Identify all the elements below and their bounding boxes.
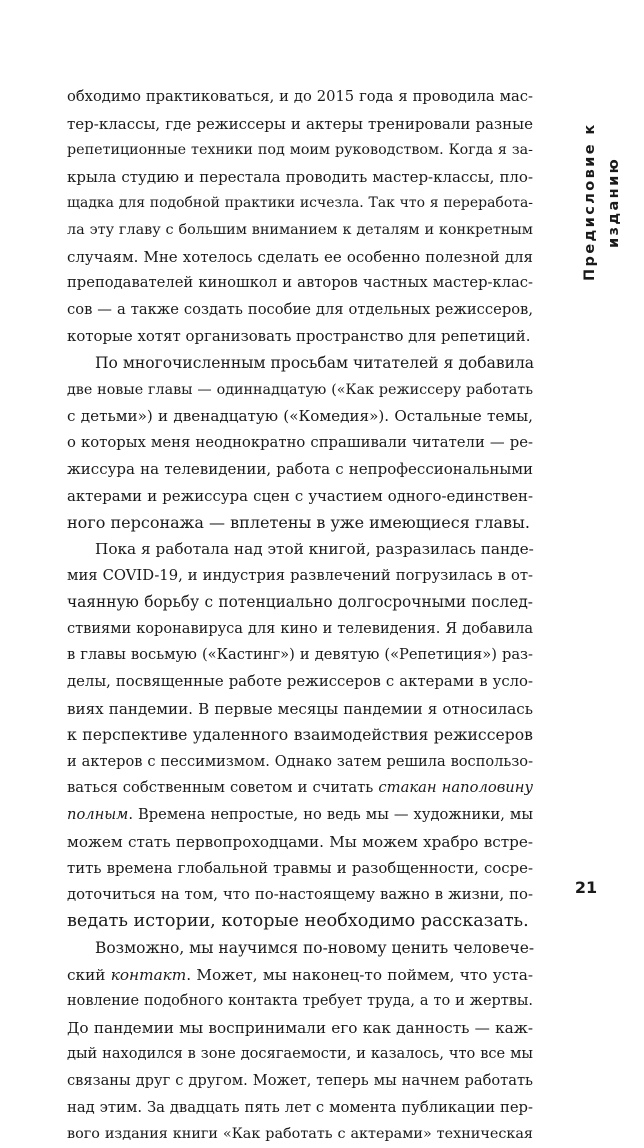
text-line: доточиться на том, что по-настоящему важно в жизни, по- [67,885,533,903]
paragraph-3 [67,536,533,935]
text-line: обходимо практиковаться, и до 2015 года я проводила мас- [67,88,533,105]
paragraph-4 [67,935,533,1148]
text-line: ведать истории, которые необходимо рассказать. [67,911,529,932]
text-line: репетиционные техники под моим руководством. Когда я за- [67,142,533,159]
text-line: ного персонажа — вплетены в уже имеющиеся главы. [67,512,530,532]
page-number: 21 [574,878,598,897]
running-header: Предисловие к изданию [582,122,622,282]
text-fragment: ский [67,965,106,984]
text-line: к перспективе удаленного взаимодействия режиссеров [67,725,533,745]
paragraph-1 [67,84,533,350]
text-fragment: ваться собственным советом и считать [67,779,374,797]
text-line: жиссура на телевидении, работа с непрофессиональными [67,460,533,479]
text-line: о которых меня неоднократно спрашивали читатели — ре- [67,433,533,451]
text-fragment: . Может, мы наконец-то поймем, что уста- [186,965,533,984]
text-line: Возможно, мы научимся по-новому ценить человече- [95,939,535,957]
text-line: щадка для подобной практики исчезла. Так что я переработа- [67,195,533,212]
text-line: делы, посвященные работе режиссеров с актерами в усло- [67,673,533,691]
text-line: Пока я работала над этой книгой, разразилась панде- [95,540,534,559]
text-line: вого издания книги «Как работать с актерами» техническая [67,1126,533,1143]
text-line: чаянную борьбу с потенциально долгосрочными послед- [67,593,533,612]
text-line: дый находился в зоне досягаемости, и казалось, что все мы [67,1045,533,1063]
text-line: можем стать первопроходцами. Мы можем храбро встре- [67,832,533,851]
text-line: По многочисленным просьбам читателей я добавила [95,353,535,372]
text-line: случаям. Мне хотелось сделать ее особенно полезной для [67,247,533,266]
text-line: в главы восьмую («Кастинг») и девятую («Репетиция») раз- [67,646,533,664]
text-line [67,775,533,802]
italic-fragment: полным [67,806,129,824]
text-line: с детьми») и двенадцатую («Комедия»). Остальные темы, [67,407,533,426]
text-line: тить времена глобальной травмы и разобщенности, сосре- [67,859,533,878]
text-line: и актеров с пессимизмом. Однако затем решила воспользо- [67,752,533,770]
italic-fragment: контакт [110,965,187,984]
text-line: ла эту главу с большим вниманием к деталям и конкретным [67,221,533,238]
body-text [67,84,533,1148]
text-line: которые хотят организовать пространство для репетиций. [67,327,531,346]
text-line: над этим. За двадцать пять лет с момента публикации пер- [67,1098,533,1116]
text-line: крыла студию и перестала проводить мастер-классы, пло- [67,167,533,186]
text-line: тер-классы, где режиссеры и актеры тренировали разные [67,114,533,133]
text-fragment: . Времена непростые, но ведь мы — художники, мы [128,806,533,824]
text-line: две новые главы — одиннадцатую («Как режиссеру работать [67,381,533,398]
text-line: преподавателей киношкол и авторов частных мастер-клас- [67,274,533,292]
text-line [67,802,533,829]
text-line: До пандемии мы воспринимали его как данность — каж- [67,1018,533,1037]
text-line: новление подобного контакта требует труда, а то и жертвы. [67,993,533,1010]
paragraph-2 [67,350,533,536]
text-line: ствиями коронавируса для кино и телевидения. Я добавила [67,620,533,637]
text-line [67,962,533,989]
text-line: актерами и режиссура сцен с участием одного-единствен- [67,486,533,505]
text-line: связаны друг с другом. Может, теперь мы начнем работать [67,1071,533,1089]
italic-fragment: стакан наполовину [378,779,533,797]
text-line: мия COVID-19, и индустрия развлечений погрузилась в от- [67,566,533,584]
text-line: сов — а также создать пособие для отдельных режиссеров, [67,300,533,318]
text-line: виях пандемии. В первые месяцы пандемии я относилась [67,699,533,718]
